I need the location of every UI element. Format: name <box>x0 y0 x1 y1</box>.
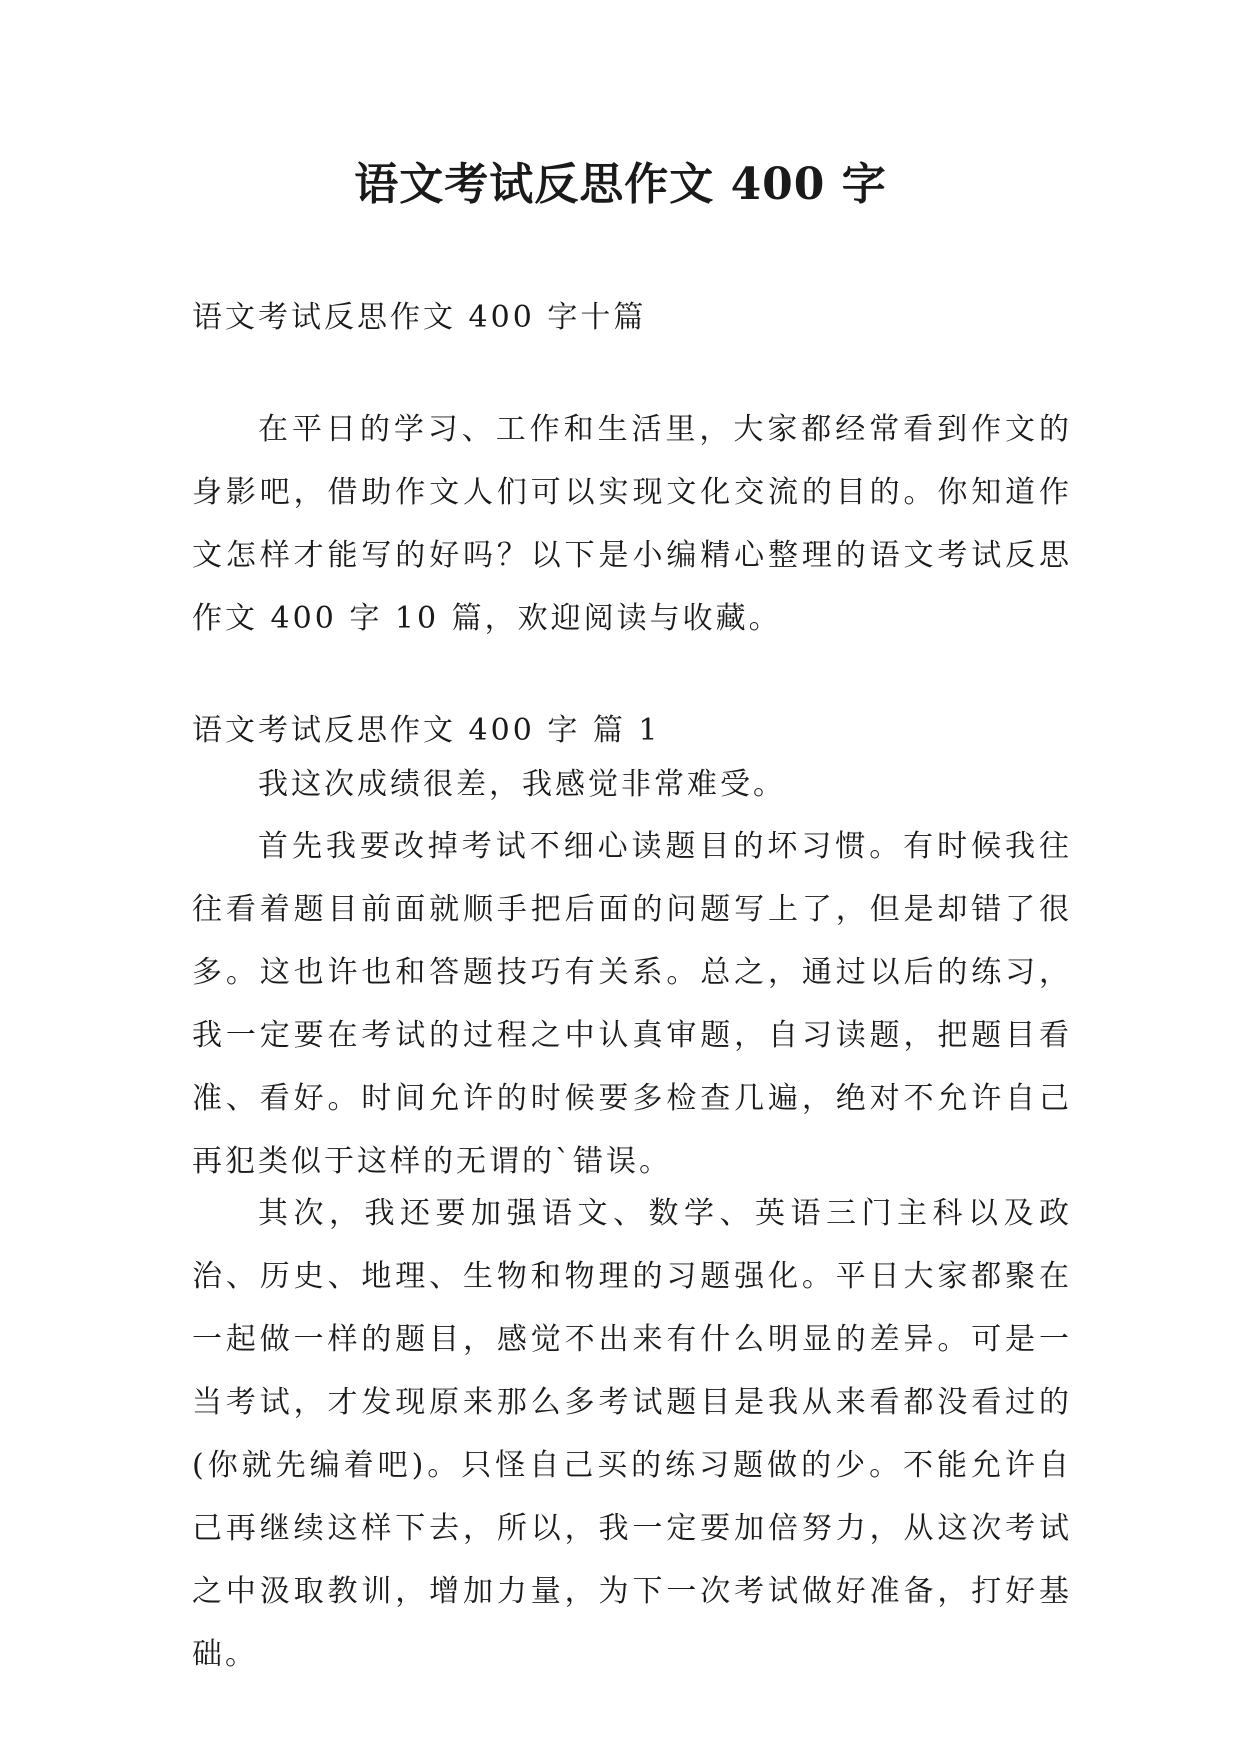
body-paragraph: 我这次成绩很差，我感觉非常难受。 <box>258 767 786 802</box>
document-subtitle: 语文考试反思作文 400 字十篇 <box>192 300 647 335</box>
body-paragraph: 首先我要改掉考试不细心读题目的坏习惯。有时候我往往看着题目前面就顺手把后面的问题写上了，但是却错了很多。这也许也和答题技巧有关系。总之，通过以后的练习，我一定要在考试的过程之中认真审题，自习读题，把题目看准、看好。时间允许的时候要多检查几遍，绝对不允许自己再犯类似于这样的无谓的`错误。 <box>192 829 1072 1179</box>
page-title: 语文考试反思作文 400 字 <box>354 159 887 210</box>
intro-paragraph: 在平日的学习、工作和生活里，大家都经常看到作文的身影吧，借助作文人们可以实现文化交流的目的。你知道作文怎样才能写的好吗？以下是小编精心整理的语文考试反思作文 400 字 10 篇，欢迎阅读与收藏。 <box>192 412 1072 636</box>
section-heading: 语文考试反思作文 400 字 篇 1 <box>192 713 661 748</box>
body-paragraph: 其次，我还要加强语文、数学、英语三门主科以及政治、历史、地理、生物和物理的习题强化。平日大家都聚在一起做一样的题目，感觉不出来有什么明显的差异。可是一当考试，才发现原来那么多考试题目是我从来看都没看过的(你就先编着吧)。只怪自己买的练习题做的少。不能允许自己再继续这样下去，所以，我一定要加倍努力，从这次考试之中汲取教训，增加力量，为下一次考试做好准备，打好基础。 <box>192 1196 1072 1672</box>
